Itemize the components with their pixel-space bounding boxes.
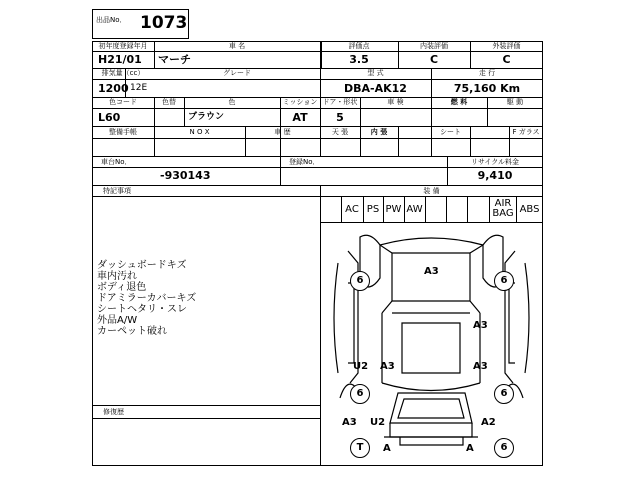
- color-change-label: 色替: [162, 98, 176, 106]
- model-value: DBA-AK12: [344, 82, 407, 95]
- transmission-label: ミッション: [282, 98, 318, 106]
- exterior-score-value: C: [502, 53, 511, 66]
- damage-mark-left-door-a3: A3: [380, 361, 395, 372]
- color-code-label: 色コード: [109, 98, 137, 106]
- tire-tread-front-right: 6: [494, 271, 514, 291]
- transmission-value: AT: [292, 111, 308, 124]
- damage-mark-bumper-right: A: [466, 443, 474, 454]
- damage-mark-rear-right: A2: [481, 417, 496, 428]
- car-damage-diagram: [320, 223, 543, 466]
- first-registration-label: 初年度登録年月: [98, 42, 148, 50]
- recycle-fee-value: 9,410: [477, 169, 513, 182]
- equipment-option-ac: AC: [345, 204, 359, 215]
- color-value: ブラウン: [188, 112, 225, 122]
- first-registration-value: H21/01: [98, 53, 142, 66]
- grade-value: 12E: [130, 83, 148, 93]
- chassis-number-value: -930143: [160, 169, 211, 182]
- remark-line: ダッシュボードキズ: [97, 260, 187, 271]
- lot-number-label: 出品No．: [96, 16, 127, 24]
- equipment-option-abs: ABS: [519, 204, 540, 215]
- interior-score-label: 内装評価: [420, 42, 448, 50]
- remark-line: ドアミラーカバーキズ: [97, 293, 197, 304]
- tire-tread-rear-left: 6: [350, 384, 370, 404]
- remark-line: ボディ退色: [97, 282, 147, 293]
- model-label: 型 式: [367, 69, 384, 77]
- chassis-number-label: 車台No．: [101, 158, 132, 166]
- inspection-label: 車 検: [387, 98, 404, 106]
- exterior-score-label: 外装評価: [492, 42, 521, 50]
- tire-tread-rear-right: 6: [494, 384, 514, 404]
- damage-mark-right-fender: A3: [473, 320, 488, 331]
- displacement-value: 1200: [98, 82, 129, 95]
- remark-line: 外品A/W: [97, 315, 138, 326]
- spare-tire-marker: T: [350, 438, 370, 458]
- lot-number: 1073: [140, 13, 188, 33]
- equipment-option-pw: PW: [385, 204, 402, 215]
- maintenance-book-label: 整備手帳: [109, 128, 137, 136]
- equipment-option-aw: AW: [406, 204, 423, 215]
- displacement-label: 排気量（cc）: [101, 69, 145, 77]
- remarks-label: 特記事項: [103, 187, 131, 195]
- grade-label: グレード: [223, 69, 251, 77]
- tire-tread-front-left: 6: [350, 271, 370, 291]
- damage-mark-rear-u2: U2: [370, 417, 386, 428]
- score-value: 3.5: [349, 53, 369, 66]
- fuel-label: 燃 料: [450, 98, 468, 106]
- interior-trim-label: 内 張: [370, 128, 388, 136]
- seat-label: シート: [440, 128, 461, 136]
- damage-mark-right-door: A3: [473, 361, 488, 372]
- drive-label: 駆 動: [506, 98, 524, 106]
- damage-mark-hood: A3: [424, 266, 439, 277]
- car-name-label: 車 名: [228, 42, 246, 50]
- equipment-option-airbag: AIR BAG: [492, 198, 514, 219]
- remark-line: カーペット破れ: [97, 326, 167, 337]
- equipment-label: 装 備: [423, 187, 440, 195]
- interior-score-value: C: [429, 53, 439, 66]
- remark-line: 車内汚れ: [97, 271, 137, 282]
- damage-mark-bumper-left: A: [383, 443, 391, 454]
- doors-label: ドア・形状: [322, 98, 358, 106]
- mileage-label: 走 行: [478, 69, 496, 77]
- nox-label: N O X: [189, 128, 210, 136]
- registration-number-label: 登録No．: [289, 158, 320, 166]
- tire-tread-spare: 6: [494, 438, 514, 458]
- car-name-value: マーチ: [158, 53, 191, 66]
- score-label: 評価点: [348, 42, 370, 50]
- remark-line: シートヘタリ・スレ: [97, 304, 187, 315]
- mileage-value: 75,160 Km: [453, 82, 521, 95]
- equipment-option-ps: PS: [366, 204, 380, 215]
- recycle-fee-label: リサイクル料金: [470, 158, 520, 166]
- front-glass-label: F ガラス: [512, 128, 540, 136]
- doors-value: 5: [336, 111, 344, 124]
- history-label: 車 歴: [274, 128, 291, 136]
- headliner-label: 天 張: [331, 128, 349, 136]
- color-label: 色: [228, 98, 236, 106]
- damage-mark-left-door-u2: U2: [353, 361, 369, 372]
- damage-mark-rear-left: A3: [342, 417, 357, 428]
- color-code-value: L60: [98, 111, 121, 124]
- repair-history-label: 修復歴: [103, 408, 124, 416]
